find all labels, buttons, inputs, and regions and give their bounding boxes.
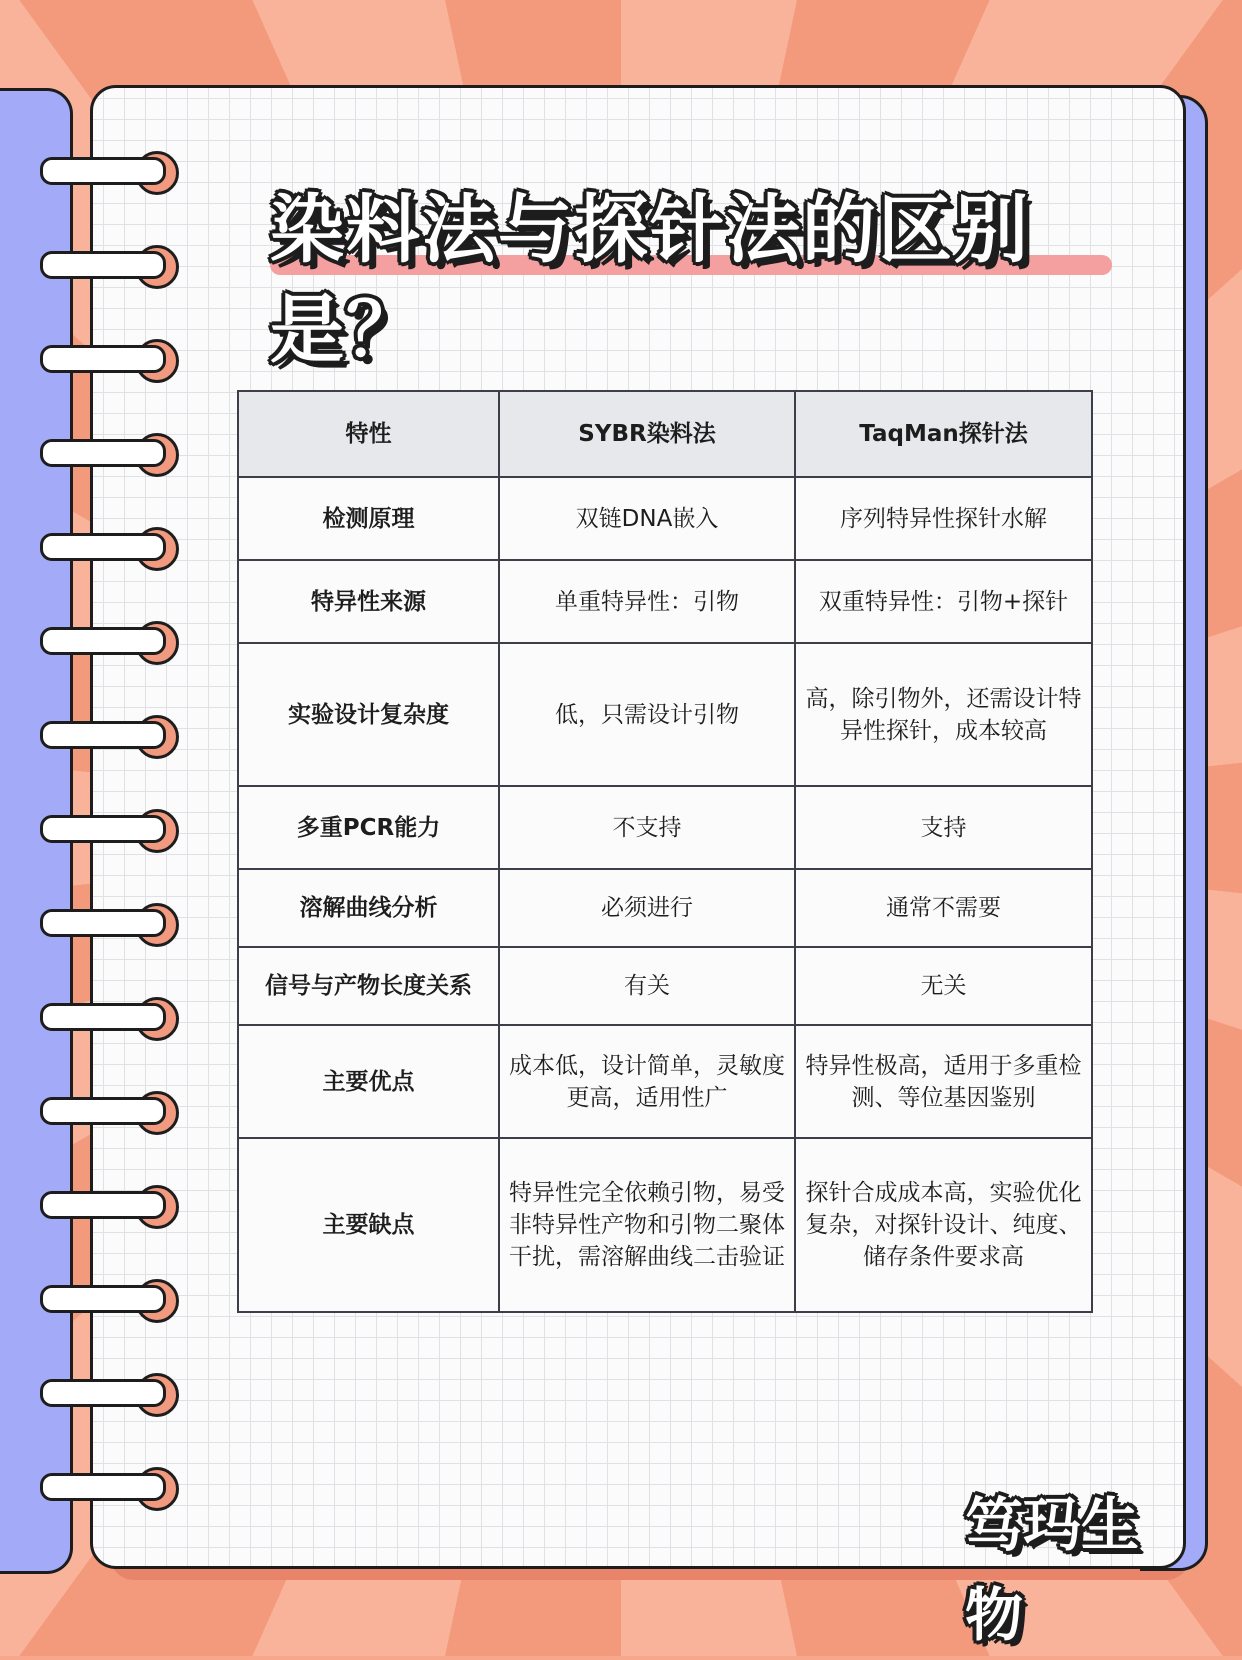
binding-ring	[40, 157, 166, 185]
cell-taqman: 无关	[795, 947, 1092, 1025]
table-row	[238, 1138, 1092, 1312]
binding-ring	[40, 1191, 166, 1219]
cell-sybr: 不支持	[499, 786, 795, 869]
cell-taqman: 特异性极高，适用于多重检测、等位基因鉴别	[795, 1025, 1092, 1138]
header-sybr: SYBR染料法	[499, 391, 795, 477]
row-label: 实验设计复杂度	[238, 643, 499, 786]
row-label: 信号与产物长度关系	[238, 947, 499, 1025]
row-label: 多重PCR能力	[238, 786, 499, 869]
comparison-table	[237, 390, 1093, 1313]
binding-ring	[40, 439, 166, 467]
cell-taqman: 通常不需要	[795, 869, 1092, 947]
binding-ring	[40, 909, 166, 937]
row-label: 主要缺点	[238, 1138, 499, 1312]
cell-sybr: 有关	[499, 947, 795, 1025]
table-row	[238, 869, 1092, 947]
row-label: 溶解曲线分析	[238, 869, 499, 947]
binding-ring	[40, 1097, 166, 1125]
cell-taqman: 双重特异性：引物+探针	[795, 560, 1092, 643]
binding-ring	[40, 1285, 166, 1313]
cell-sybr: 单重特异性：引物	[499, 560, 795, 643]
cell-taqman: 序列特异性探针水解	[795, 477, 1092, 560]
cell-sybr: 低，只需设计引物	[499, 643, 795, 786]
cell-sybr: 成本低，设计简单，灵敏度更高，适用性广	[499, 1025, 795, 1138]
row-label: 主要优点	[238, 1025, 499, 1138]
cell-taqman: 探针合成成本高，实验优化复杂，对探针设计、纯度、储存条件要求高	[795, 1138, 1092, 1312]
cell-sybr: 双链DNA嵌入	[499, 477, 795, 560]
row-label: 特异性来源	[238, 560, 499, 643]
cell-sybr: 必须进行	[499, 869, 795, 947]
table-row	[238, 947, 1092, 1025]
cell-taqman: 支持	[795, 786, 1092, 869]
cell-sybr: 特异性完全依赖引物，易受非特异性产物和引物二聚体干扰，需溶解曲线二击验证	[499, 1138, 795, 1312]
header-taqman: TaqMan探针法	[795, 391, 1092, 477]
binding-ring	[40, 721, 166, 749]
table-row	[238, 643, 1092, 786]
binding-ring	[40, 815, 166, 843]
row-label: 检测原理	[238, 477, 499, 560]
table-row	[238, 1025, 1092, 1138]
binding-ring	[40, 533, 166, 561]
binding-ring	[40, 345, 166, 373]
page-title: 染料法与探针法的区别是？	[270, 187, 1030, 373]
binding-ring	[40, 627, 166, 655]
brand-logo-text: 笃玛生物	[965, 1491, 1140, 1649]
header-feature: 特性	[238, 391, 499, 477]
binding-ring	[40, 1379, 166, 1407]
cell-taqman: 高，除引物外，还需设计特异性探针，成本较高	[795, 643, 1092, 786]
table-row	[238, 477, 1092, 560]
table-row	[238, 786, 1092, 869]
binding-ring	[40, 1003, 166, 1031]
table-header-row	[238, 391, 1092, 477]
binding-ring	[40, 1473, 166, 1501]
table-row	[238, 560, 1092, 643]
binding-ring	[40, 251, 166, 279]
